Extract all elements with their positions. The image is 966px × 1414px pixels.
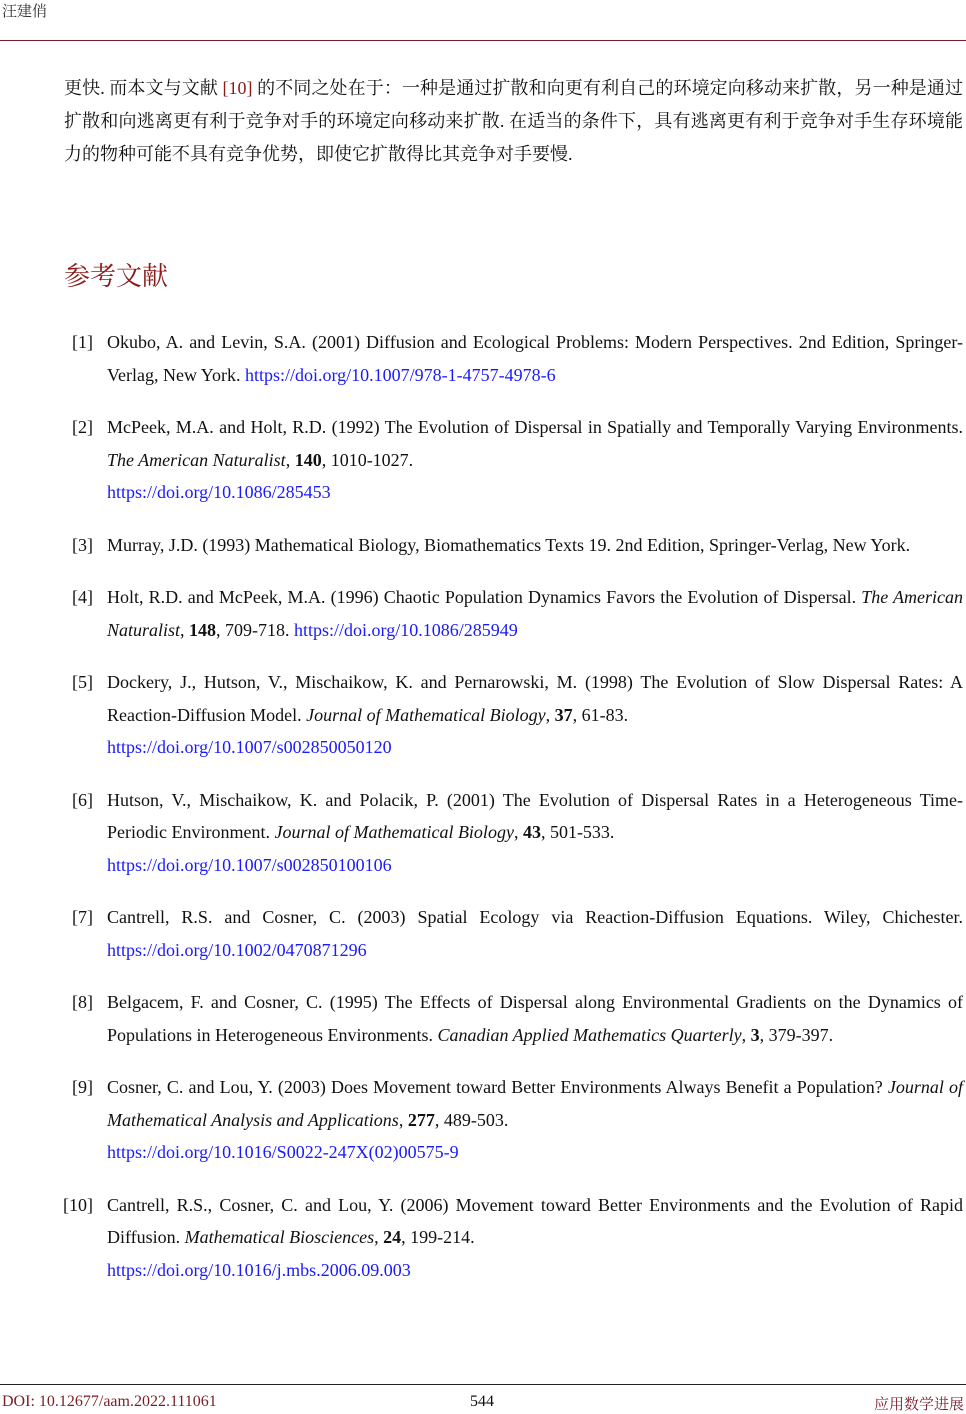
reference-number: [7]	[72, 907, 93, 927]
page-number: 544	[470, 1393, 494, 1410]
reference-doi-link[interactable]: https://doi.org/10.1007/978-1-4757-4978-6	[245, 364, 556, 385]
reference-number: [3]	[72, 534, 93, 555]
citation-link[interactable]: [10]	[222, 78, 253, 98]
reference-item: [4] Holt, R.D. and McPeek, M.A. (1996) Chaotic Population Dynamics Favors the Evolution of Dispersal. The American Naturalist, 148, 709-718. https://doi.org/10.1086/285949	[0, 581, 963, 646]
footer-divider	[0, 1384, 966, 1385]
reference-text: Cantrell, R.S. and Cosner, C. (2003) Spatial Ecology via Reaction-Diffusion Equations. Wiley, Chichester.	[107, 907, 963, 927]
reference-pages: 61-83.	[581, 704, 629, 725]
reference-text: Okubo, A. and Levin, S.A. (2001) Diffusion and Ecological Problems: Modern Perspectives. 2nd Edition, Springer-Verlag, New York.	[107, 332, 963, 385]
reference-volume: 24	[383, 1227, 402, 1247]
reference-journal: Journal of Mathematical Biology	[274, 822, 514, 842]
reference-doi-link[interactable]: https://doi.org/10.1007/s002850050120	[107, 737, 392, 757]
reference-item	[0, 529, 963, 562]
reference-text: McPeek, M.A. and Holt, R.D. (1992) The Evolution of Dispersal in Spatially and Temporally Varying Environments.	[107, 417, 963, 437]
reference-item: [6] Hutson, V., Mischaikow, K. and Polacik, P. (2001) The Evolution of Dispersal Rates in a Heterogeneous Time-Periodic Environment. Journal of Mathematical Biology, 43, 501-533. https://doi.org/10.1007/s002850100106	[0, 784, 963, 882]
reference-journal: Canadian Applied Mathematics Quarterly	[437, 1024, 742, 1045]
reference-doi-link[interactable]: https://doi.org/10.1016/j.mbs.2006.09.003	[107, 1259, 411, 1280]
reference-number: [9]	[72, 1077, 93, 1097]
header-divider	[0, 40, 966, 41]
reference-volume: 37	[554, 704, 573, 725]
reference-text: Cosner, C. and Lou, Y. (2003) Does Movement toward Better Environments Always Benefit a Population?	[107, 1077, 883, 1097]
body-paragraph	[64, 72, 963, 171]
reference-pages: 501-533.	[549, 822, 615, 842]
reference-volume: 3	[750, 1024, 760, 1045]
paragraph-text-start: 更快. 而本文与文献	[64, 78, 223, 98]
section-title-references: 参考文献	[64, 262, 169, 292]
reference-number: [5]	[72, 672, 93, 692]
footer-doi: DOI: 10.12677/aam.2022.111061	[2, 1393, 217, 1410]
reference-doi-link[interactable]: https://doi.org/10.1086/285453	[107, 482, 331, 502]
reference-number: [10]	[63, 1194, 93, 1215]
reference-number: [1]	[72, 332, 93, 352]
reference-pages: 489-503.	[443, 1109, 509, 1130]
reference-doi-link[interactable]: https://doi.org/10.1086/285949	[294, 619, 518, 640]
reference-number: [8]	[72, 992, 93, 1012]
reference-item: [5] Dockery, J., Hutson, V., Mischaikow, K. and Pernarowski, M. (1998) The Evolution of Slow Dispersal Rates: A Reaction-Diffusion Model. Journal of Mathematical Biology, 37, 61-83. https://doi.org/10.1007/s002850050120	[0, 666, 963, 764]
reference-item: [9] Cosner, C. and Lou, Y. (2003) Does Movement toward Better Environments Always Benefit a Population? Journal of Mathematical Analysis and Applications, 277, 489-503. https://doi.org/10.1016/S0022-247X(02)00575-9	[0, 1071, 963, 1169]
reference-pages: 709-718.	[225, 619, 290, 640]
reference-journal: The American Naturalist	[107, 449, 286, 470]
reference-item	[0, 901, 963, 966]
reference-item	[0, 326, 963, 391]
reference-journal: Journal of Mathematical Biology	[306, 704, 546, 725]
reference-text: Cantrell, R.S., Cosner, C. and Lou, Y. (2006) Movement toward Better Environments and the Evolution of Rapid Diffusion.	[107, 1194, 963, 1247]
reference-doi-link[interactable]: https://doi.org/10.1007/s002850100106	[107, 854, 392, 875]
reference-pages: 199-214.	[410, 1227, 475, 1247]
reference-number: [2]	[72, 417, 93, 437]
reference-pages: 1010-1027.	[330, 449, 414, 470]
reference-item: [10] Cantrell, R.S., Cosner, C. and Lou, Y. (2006) Movement toward Better Environments and the Evolution of Rapid Diffusion. Mathematical Biosciences, 24, 199-214. https://doi.org/10.1016/j.mbs.2006.09.003	[0, 1189, 963, 1287]
paragraph-text-end: 的不同之处在于：一种是通过扩散和向更有利自己的环境定向移动来扩散，另一种是通过扩散和向逃离更有利于竞争对手的环境定向移动来扩散. 在适当的条件下，具有逃离更有利于竞争对手生存环境能力的物种可能不具有竞争优势，即使它扩散得比其竞争对手要慢.	[64, 78, 964, 164]
reference-volume: 43	[522, 822, 541, 842]
reference-journal: Mathematical Biosciences	[184, 1227, 375, 1247]
reference-volume: 148	[189, 619, 217, 640]
reference-item: [8] Belgacem, F. and Cosner, C. (1995) The Effects of Dispersal along Environmental Gradients on the Dynamics of Populations in Heterogeneous Environments. Canadian Applied Mathematics Quarterly, 3, 379-397.	[0, 986, 963, 1051]
reference-journal: Journal of Mathematical Analysis and Applications	[107, 1077, 964, 1130]
reference-volume: 277	[407, 1109, 435, 1130]
reference-text: Murray, J.D. (1993) Mathematical Biology, Biomathematics Texts 19. 2nd Edition, Springer-Verlag, New York.	[107, 534, 911, 555]
reference-pages: 379-397.	[768, 1024, 834, 1045]
reference-text: Belgacem, F. and Cosner, C. (1995) The Effects of Dispersal along Environmental Gradients on the Dynamics of Populations in Heterogeneous Environments.	[107, 992, 963, 1045]
reference-doi-link[interactable]: https://doi.org/10.1016/S0022-247X(02)00575-9	[107, 1142, 459, 1162]
footer-journal-name: 应用数学进展	[873, 1395, 964, 1413]
reference-text: Hutson, V., Mischaikow, K. and Polacik, P. (2001) The Evolution of Dispersal Rates in a Heterogeneous Time-Periodic Environment.	[107, 789, 963, 842]
reference-number: [4]	[72, 587, 93, 607]
reference-number: [6]	[72, 789, 93, 810]
reference-item: [2] McPeek, M.A. and Holt, R.D. (1992) The Evolution of Dispersal in Spatially and Temporally Varying Environments. The American Naturalist, 140, 1010-1027. https://doi.org/10.1086/285453	[0, 411, 963, 509]
reference-doi-link[interactable]: https://doi.org/10.1002/0470871296	[107, 939, 367, 960]
reference-journal: The American Naturalist	[107, 587, 964, 640]
reference-text: Dockery, J., Hutson, V., Mischaikow, K. and Pernarowski, M. (1998) The Evolution of Slow Dispersal Rates: A Reaction-Diffusion Model.	[107, 672, 963, 725]
reference-text: Holt, R.D. and McPeek, M.A. (1996) Chaotic Population Dynamics Favors the Evolution of Dispersal.	[107, 587, 857, 607]
running-header-author: 汪建俏	[2, 4, 48, 20]
reference-list	[0, 326, 966, 1306]
reference-volume: 140	[294, 449, 322, 470]
